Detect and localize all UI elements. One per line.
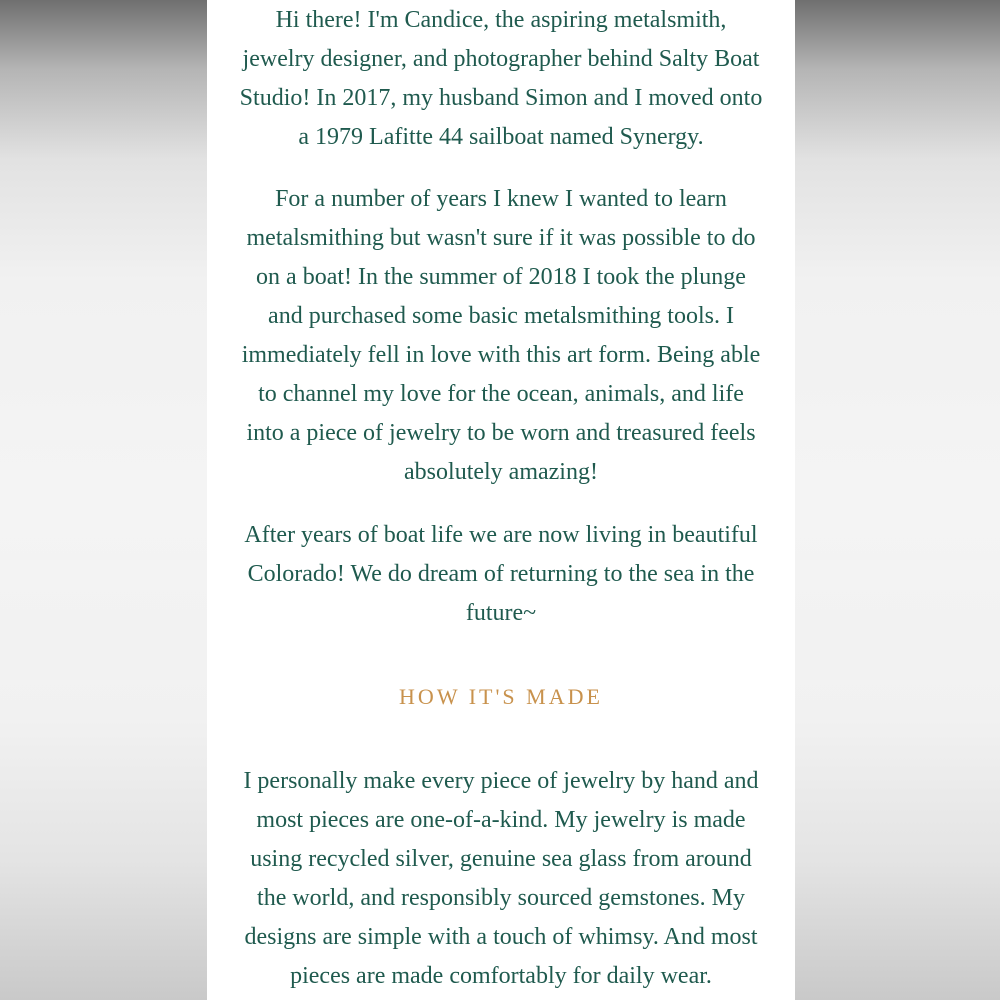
content-panel xyxy=(207,0,795,1000)
paragraph-line: After years of boat life we are now living in beautiful xyxy=(244,522,758,548)
paragraph-line: I personally make every piece of jewelry by hand and xyxy=(243,768,759,794)
paragraph-line: jewelry designer, and photographer behind Salty Boat xyxy=(242,46,760,72)
paragraph-line: the world, and responsibly sourced gemstones. My xyxy=(257,885,745,911)
paragraph-line: a 1979 Lafitte 44 sailboat named Synergy. xyxy=(298,124,704,150)
paragraph-line: most pieces are one-of-a-kind. My jewelry is made xyxy=(256,807,746,833)
paragraph-line: Studio! In 2017, my husband Simon and I moved onto xyxy=(239,85,763,111)
paragraph-line: pieces are made comfortably for daily wear. xyxy=(290,963,712,989)
paragraph-line: absolutely amazing! xyxy=(404,459,598,485)
metalsmithing-paragraph xyxy=(207,180,795,492)
paragraph-line: using recycled silver, genuine sea glass from around xyxy=(250,846,752,872)
how-its-made-heading: HOW IT'S MADE xyxy=(399,684,603,709)
paragraph-line: Colorado! We do dream of returning to the sea in the xyxy=(247,561,755,587)
intro-paragraph xyxy=(207,1,795,157)
colorado-paragraph xyxy=(207,516,795,633)
paragraph-line: and purchased some basic metalsmithing tools. I xyxy=(268,303,734,329)
paragraph-line: future~ xyxy=(465,600,537,626)
how-its-made-paragraph xyxy=(207,762,795,996)
paragraph-line: metalsmithing but wasn't sure if it was possible to do xyxy=(246,225,756,251)
paragraph-line: For a number of years I knew I wanted to learn xyxy=(275,186,727,212)
paragraph-line: immediately fell in love with this art form. Being able xyxy=(241,342,761,368)
paragraph-line: designs are simple with a touch of whimsy. And most xyxy=(244,924,758,950)
paragraph-line: on a boat! In the summer of 2018 I took the plunge xyxy=(256,264,746,290)
paragraph-line: Hi there! I'm Candice, the aspiring metalsmith, xyxy=(275,7,727,33)
paragraph-line: into a piece of jewelry to be worn and treasured feels xyxy=(246,420,756,446)
paragraph-line: to channel my love for the ocean, animals, and life xyxy=(258,381,744,407)
